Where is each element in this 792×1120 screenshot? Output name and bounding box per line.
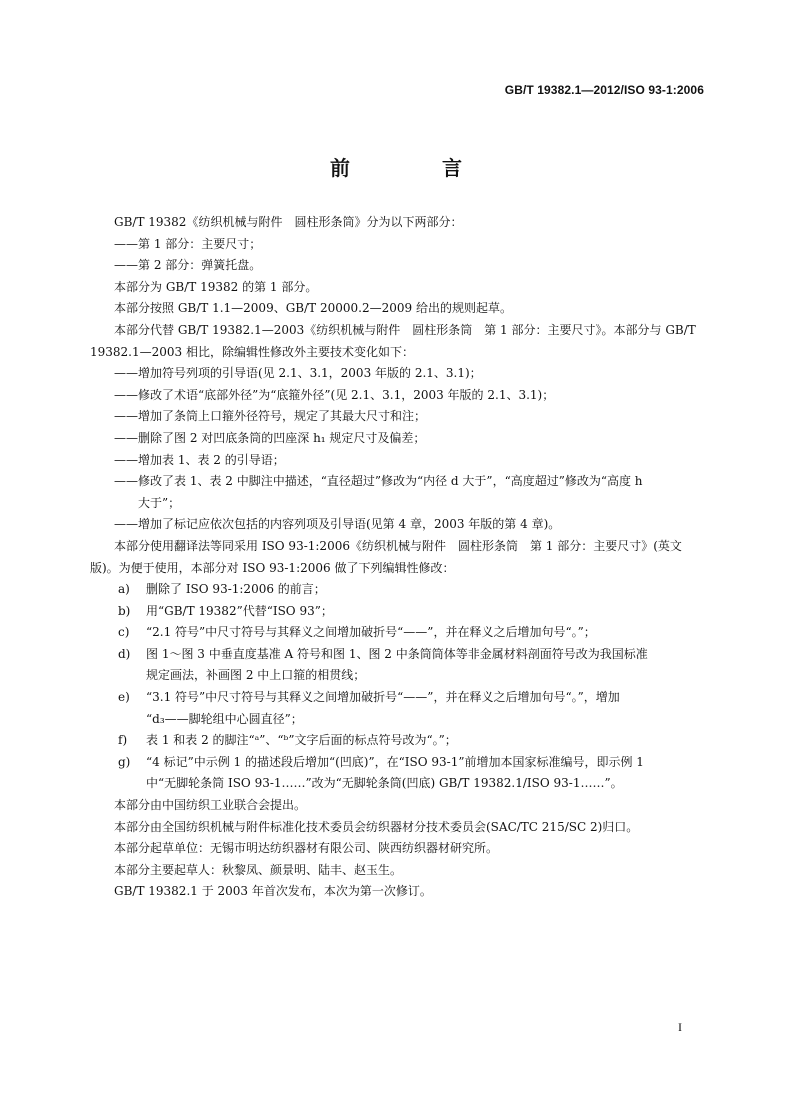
item-label: d) [118,646,131,661]
edit-item-g-continuation: 中“无脚轮条筒 ISO 93-1……”改为“无脚轮条筒(凹底) GB/T 19382.1/ISO 93-1……”。 [146,776,623,791]
paragraph: 本部分为 GB/T 19382 的第 1 部分。 [114,279,318,294]
list-item: ——修改了术语“底部外径”为“底箍外径”(见 2.1、3.1，2003 年版的 2.1、3.1)； [114,387,555,402]
edit-item-e-continuation: “d₃——脚轮组中心圆直径”； [146,711,303,726]
list-item: ——增加了条筒上口箍外径符号，规定了其最大尺寸和注； [114,409,427,424]
list-item: ——第 2 部分：弹簧托盘。 [114,258,262,273]
paragraph: 本部分由全国纺织机械与附件标准化技术委员会纺织器材分技术委员会(SAC/TC 215/SC 2)归口。 [114,819,639,834]
item-label: c) [118,625,130,640]
item-label: a) [118,582,130,597]
edit-item-e [90,687,704,709]
list-item: ——删除了图 2 对凹底条筒的凹座深 h₁ 规定尺寸及偏差； [114,430,426,445]
item-text: “3.1 符号”中尺寸符号与其释义之间增加破折号“——”，并在释义之后增加句号“。”，增加 [146,690,620,705]
edit-item-f [90,730,704,752]
item-text: 表 1 和表 2 的脚注“ᵃ”、“ᵇ”文字后面的标点符号改为“。”； [146,733,457,748]
item-label: b) [118,603,131,618]
item-text: “4 标记”中示例 1 的描述段后增加“(凹底)”，在“ISO 93-1”前增加本国家标准编号，即示例 1 [146,754,644,769]
page-number: I [678,1020,682,1034]
page-title: 前 言 [330,156,498,180]
item-text: 删除了 ISO 93-1:2006 的前言； [146,582,326,597]
list-item: ——修改了表 1、表 2 中脚注中描述，“直径超过”修改为“内径 d 大于”，“高度超过”修改为“高度 h [114,474,643,489]
foreword-body [90,212,704,903]
list-item: ——第 1 部分：主要尺寸； [114,236,262,251]
edit-item-a [90,579,704,601]
paragraph: 本部分按照 GB/T 1.1—2009、GB/T 20000.2—2009 给出的规则起草。 [114,301,512,316]
item-text: 用“GB/T 19382”代替“ISO 93”； [146,603,333,618]
paragraph: 本部分由中国纺织工业联合会提出。 [114,798,307,813]
list-item: ——增加了标记应依次包括的内容列项及引导语(见第 4 章，2003 年版的第 4 章)。 [114,517,561,532]
edit-item-d-continuation: 规定画法，补画图 2 中上口箍的相贯线； [146,668,366,683]
item-label: e) [118,690,130,705]
item-text: 图 1～图 3 中垂直度基准 A 符号和图 1、图 2 中条筒筒体等非金属材料剖面符号改为我国标准 [146,646,648,661]
edit-item-d [90,644,704,666]
paragraph: 本部分起草单位：无锡市明达纺织器材有限公司、陕西纺织器材研究所。 [114,841,499,856]
edit-item-b [90,601,704,623]
paragraph: 本部分代替 GB/T 19382.1—2003《纺织机械与附件 圆柱形条筒 第 1 部分：主要尺寸》。本部分与 GB/T 19382.1—2003 相比，除编辑性修改外主要技术变化如下： [90,322,696,359]
list-item: ——增加表 1、表 2 的引导语； [114,452,285,467]
list-item-continuation: 大于”； [138,495,181,510]
item-label: g) [118,754,131,769]
item-text: “2.1 符号”中尺寸符号与其释义之间增加破折号“——”，并在释义之后增加句号“。”； [146,625,596,640]
paragraph: GB/T 19382.1 于 2003 年首次发布，本次为第一次修订。 [114,884,432,899]
edit-item-g [90,752,704,774]
paragraph: 本部分主要起草人：秋黎凤、颜景明、陆丰、赵玉生。 [114,862,403,877]
paragraph: 本部分使用翻译法等同采用 ISO 93-1:2006《纺织机械与附件 圆柱形条筒 第 1 部分：主要尺寸》(英文版)。为便于使用，本部分对 ISO 93-1:2006 做了下列编辑性修改： [90,538,682,575]
paragraph: GB/T 19382《纺织机械与附件 圆柱形条筒》分为以下两部分： [114,215,463,229]
list-item: ——增加符号列项的引导语(见 2.1、3.1，2003 年版的 2.1、3.1)； [114,366,482,381]
edit-item-c [90,622,704,644]
item-label: f) [118,733,128,748]
standard-number: GB/T 19382.1—2012/ISO 93-1:2006 [504,83,704,97]
